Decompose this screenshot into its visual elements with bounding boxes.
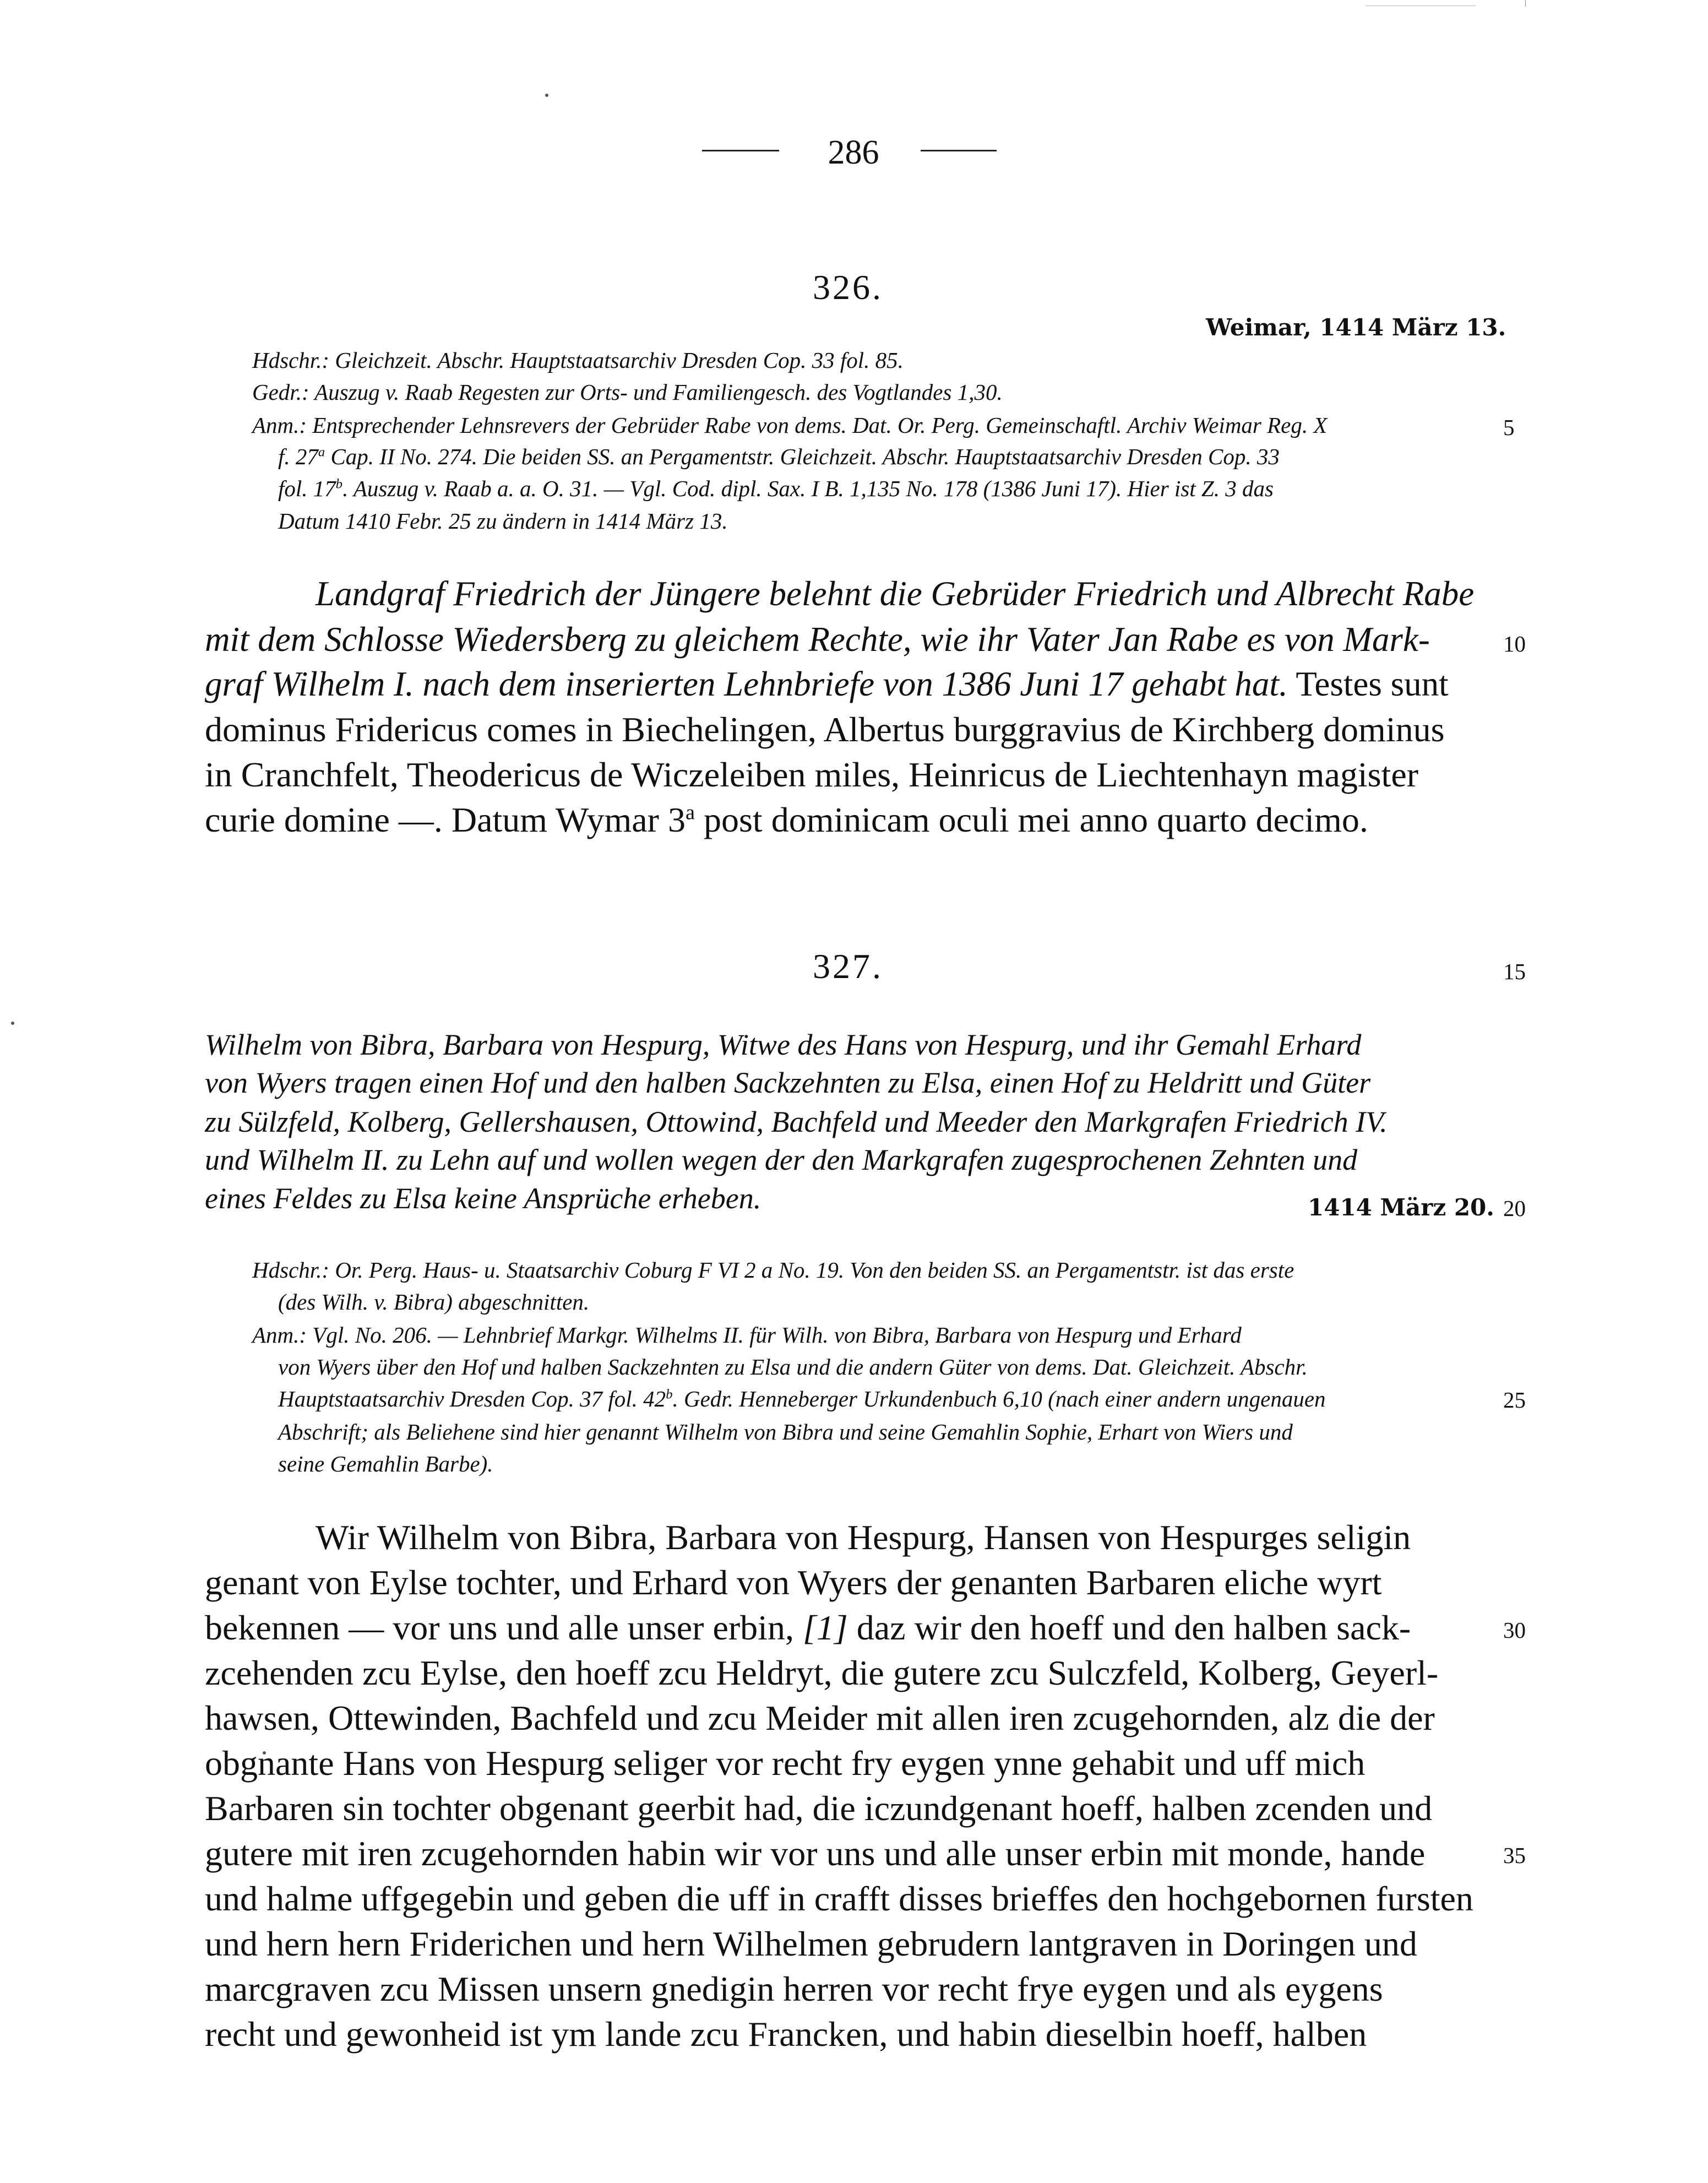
regest-line-326: Landgraf Friedrich der Jüngere belehnt die Gebrüder Friedrich und Albrecht Rabe: [316, 574, 1475, 613]
summary-line-327: eines Feldes zu Elsa keine Ansprüche erheben.: [205, 1182, 761, 1215]
text-line-326: curie domine —. Datum Wymar 3$^a$ post dominicam oculi mei anno quarto decimo.: [205, 800, 1368, 839]
note-anm-327: von Wyers über den Hof und halben Sackzehnten zu Elsa und die andern Güter von dems. Dat. Gleichzeit. Abschr.: [278, 1354, 1308, 1380]
text-line-327: und halme uffgegebin und geben die uff in crafft disses brieffes den hochgebornen fursten: [205, 1879, 1473, 1918]
source-gedr-326: Gedr.: Auszug v. Raab Regesten zur Orts- und Familiengesch. des Vogtlandes 1,30.: [252, 379, 1003, 405]
regest-line-326: mit dem Schlosse Wiedersberg zu gleichem Rechte, wie ihr Vater Jan Rabe es von Mark-: [205, 620, 1430, 659]
text-line-327: marcgraven zcu Missen unsern gnedigin herren vor recht frye eygen und als eygens: [205, 1969, 1383, 2008]
document-date-326: Weimar, 1414 März 13.: [1206, 314, 1506, 341]
text-line-327: hawsen, Ottewinden, Bachfeld und zcu Meider mit allen iren zcugehornden, alz die der: [205, 1698, 1435, 1737]
note-anm-326: f. 27$^a$ Cap. II No. 274. Die beiden SS. an Pergamentstr. Gleichzeit. Abschr. Hauptstaatsarchiv Dresden Cop. 33: [278, 444, 1280, 469]
margin-line-number: 10: [1503, 631, 1526, 656]
summary-line-327: zu Sülzfeld, Kolberg, Gellershausen, Ottowind, Bachfeld und Meeder den Markgrafen Friedrich IV.: [205, 1105, 1388, 1138]
text-line-327: bekennen — vor uns und alle unser erbin, [1] daz wir den hoeff und den halben sack-: [205, 1608, 1411, 1647]
margin-line-number: 30: [1503, 1617, 1526, 1643]
page-number: 286: [828, 134, 879, 171]
text-line-327: recht und gewonheid ist ym lande zcu Francken, und habin dieselbin hoeff, halben: [205, 2014, 1367, 2054]
text-line-327: genant von Eylse tochter, und Erhard von Wyers der genanten Barbaren eliche wyrt: [205, 1563, 1382, 1602]
scan-speck: [11, 1022, 14, 1025]
summary-line-327: von Wyers tragen einen Hof und den halben Sackzehnten zu Elsa, einen Hof zu Heldritt und Güter: [205, 1066, 1371, 1099]
margin-line-number: 35: [1503, 1843, 1526, 1868]
margin-line-number: 15: [1503, 959, 1526, 984]
header-rule-left: [702, 150, 779, 151]
summary-line-327: und Wilhelm II. zu Lehn auf und wollen wegen der den Markgrafen zugesprochenen Zehnten und: [205, 1143, 1358, 1176]
note-anm-327: Abschrift; als Beliehene sind hier genannt Wilhelm von Bibra und seine Gemahlin Sophie, Erhart von Wiers und: [278, 1419, 1293, 1445]
text-line-327: gutere mit iren zcugehornden habin wir vor uns und alle unser erbin mit monde, hande: [205, 1834, 1426, 1873]
scan-mark: [1525, 0, 1526, 7]
note-anm-327: Anm.: Vgl. No. 206. — Lehnbrief Markgr. Wilhelms II. für Wilh. von Bibra, Barbara von Hespurg und Erhard: [252, 1322, 1242, 1348]
text-line-326: in Cranchfelt, Theodericus de Wiczeleiben miles, Heinricus de Liechtenhayn magister: [205, 755, 1419, 794]
source-hdschr-327: Hdschr.: Or. Perg. Haus- u. Staatsarchiv Coburg F VI 2 a No. 19. Von den beiden SS. an Pergamentstr. ist das erste: [252, 1257, 1294, 1283]
text-line-327: Wir Wilhelm von Bibra, Barbara von Hespurg, Hansen von Hespurges seligin: [316, 1518, 1411, 1557]
text-line-327: obgnante Hans von Hespurg seliger vor recht fry eygen ynne gehabit und uff mich: [205, 1744, 1366, 1783]
document-number-326: 326.: [813, 268, 883, 307]
document-number-327: 327.: [813, 947, 883, 986]
margin-line-number: 20: [1503, 1196, 1526, 1221]
margin-line-number: 25: [1503, 1387, 1526, 1413]
scan-speck: [545, 94, 548, 97]
regest-line-326: graf Wilhelm I. nach dem inserierten Lehnbriefe von 1386 Juni 17 gehabt hat. Testes sunt: [205, 665, 1449, 703]
note-anm-327: seine Gemahlin Barbe).: [278, 1451, 493, 1476]
summary-line-327: Wilhelm von Bibra, Barbara von Hespurg, Witwe des Hans von Hespurg, und ihr Gemahl Erhard: [205, 1028, 1362, 1061]
text-line-326: dominus Fridericus comes in Biechelingen, Albertus burggravius de Kirchberg dominus: [205, 710, 1445, 749]
document-date-327: 1414 März 20.: [1308, 1194, 1494, 1221]
note-anm-326: Anm.: Entsprechender Lehnsrevers der Gebrüder Rabe von dems. Dat. Or. Perg. Gemeinschaftl. Archiv Weimar Reg. X: [252, 412, 1328, 438]
margin-line-number: 5: [1503, 415, 1515, 440]
note-anm-326: Datum 1410 Febr. 25 zu ändern in 1414 März 13.: [278, 508, 728, 534]
text-line-327: zcehenden zcu Eylse, den hoeff zcu Heldryt, die gutere zcu Sulczfeld, Kolberg, Geyerl-: [205, 1653, 1439, 1692]
text-line-327: und hern hern Friderichen und hern Wilhelmen gebrudern lantgraven in Doringen und: [205, 1924, 1417, 1963]
source-hdschr-326: Hdschr.: Gleichzeit. Abschr. Hauptstaatsarchiv Dresden Cop. 33 fol. 85.: [252, 347, 904, 373]
text-line-327: Barbaren sin tochter obgenant geerbit had, die iczundgenant hoeff, halben zcenden und: [205, 1789, 1433, 1828]
note-anm-327: Hauptstaatsarchiv Dresden Cop. 37 fol. 42$^b$. Gedr. Henneberger Urkundenbuch 6,10 (nach einer andern ungenauen: [278, 1386, 1326, 1411]
header-rule-right: [921, 150, 997, 151]
note-anm-326: fol. 17$^b$. Auszug v. Raab a. a. O. 31. — Vgl. Cod. dipl. Sax. I B. 1,135 No. 178 (1386 Juni 17). Hier ist Z. 3 das: [278, 476, 1274, 501]
source-hdschr-327: (des Wilh. v. Bibra) abgeschnitten.: [278, 1289, 590, 1315]
